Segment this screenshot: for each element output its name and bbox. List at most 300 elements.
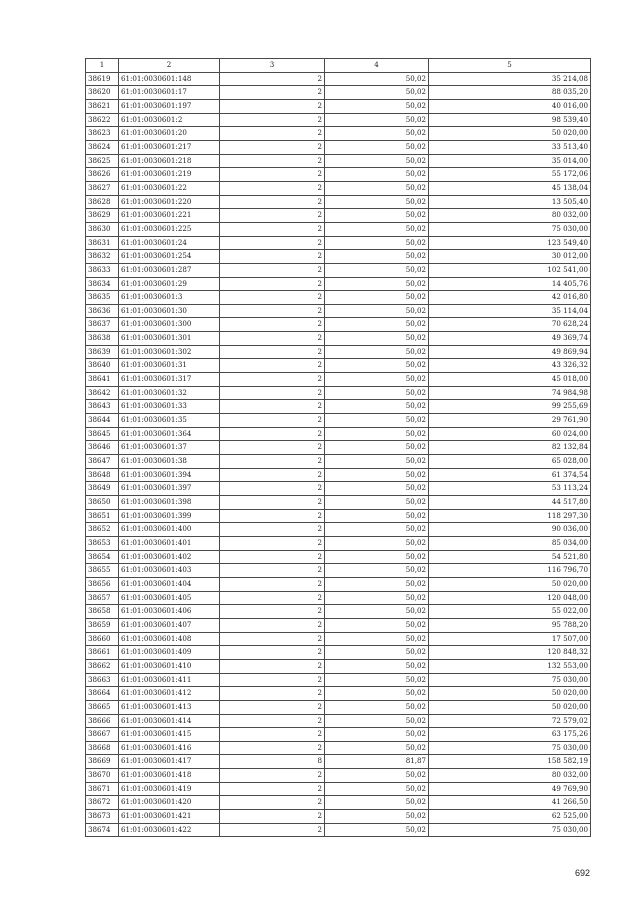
table-row [86, 277, 591, 291]
table-cell: 2 [220, 113, 325, 127]
table-cell: 63 175,26 [429, 728, 591, 742]
table-row [86, 577, 591, 591]
table-cell: 2 [220, 318, 325, 332]
table-cell: 50,02 [325, 536, 429, 550]
table-cell: 50,02 [325, 577, 429, 591]
table-row [86, 482, 591, 496]
table-cell: 38644 [86, 414, 119, 428]
table-row [86, 659, 591, 673]
table-row [86, 618, 591, 632]
table-cell: 2 [220, 332, 325, 346]
table-cell: 38637 [86, 318, 119, 332]
table-row [86, 605, 591, 619]
table-cell: 38666 [86, 714, 119, 728]
table-cell: 38620 [86, 86, 119, 100]
table-cell: 61:01:0030601:33 [119, 400, 220, 414]
table-cell: 2 [220, 728, 325, 742]
table-cell: 50 020,00 [429, 687, 591, 701]
table-row [86, 755, 591, 769]
table-cell: 38638 [86, 332, 119, 346]
table-cell: 38651 [86, 509, 119, 523]
table-cell: 50,02 [325, 195, 429, 209]
table-cell: 61:01:0030601:416 [119, 741, 220, 755]
table-cell: 50,02 [325, 222, 429, 236]
table-row [86, 564, 591, 578]
table-cell: 38622 [86, 113, 119, 127]
table-row [86, 714, 591, 728]
table-cell: 61:01:0030601:20 [119, 127, 220, 141]
table-cell: 38650 [86, 496, 119, 510]
table-cell: 38646 [86, 441, 119, 455]
table-cell: 38643 [86, 400, 119, 414]
table-cell: 61:01:0030601:218 [119, 154, 220, 168]
table-row [86, 250, 591, 264]
table-cell: 2 [220, 373, 325, 387]
table-cell: 44 517,80 [429, 496, 591, 510]
table-cell: 2 [220, 741, 325, 755]
table-row [86, 386, 591, 400]
table-cell: 2 [220, 195, 325, 209]
table-cell: 102 541,00 [429, 263, 591, 277]
table-cell: 2 [220, 659, 325, 673]
table-cell: 50,02 [325, 277, 429, 291]
table-cell: 2 [220, 181, 325, 195]
table-cell: 17 507,00 [429, 632, 591, 646]
table-cell: 38649 [86, 482, 119, 496]
registry-table [85, 58, 591, 837]
table-cell: 8 [220, 755, 325, 769]
table-cell: 50,02 [325, 113, 429, 127]
table-row [86, 728, 591, 742]
table-cell: 38641 [86, 373, 119, 387]
table-row [86, 455, 591, 469]
table-cell: 61:01:0030601:419 [119, 782, 220, 796]
table-cell: 2 [220, 400, 325, 414]
table-row [86, 140, 591, 154]
table-cell: 2 [220, 591, 325, 605]
table-cell: 50,02 [325, 400, 429, 414]
table-cell: 50,02 [325, 769, 429, 783]
table-cell: 50,02 [325, 796, 429, 810]
table-cell: 38619 [86, 72, 119, 86]
table-cell: 61:01:0030601:24 [119, 236, 220, 250]
table-cell: 35 214,08 [429, 72, 591, 86]
table-cell: 2 [220, 468, 325, 482]
table-cell: 75 030,00 [429, 222, 591, 236]
table-cell: 50,02 [325, 673, 429, 687]
table-cell: 38652 [86, 523, 119, 537]
table-row [86, 400, 591, 414]
table-cell: 50,02 [325, 140, 429, 154]
table-row [86, 523, 591, 537]
column-header-2: 2 [119, 59, 220, 73]
table-cell: 62 525,00 [429, 810, 591, 824]
table-cell: 2 [220, 236, 325, 250]
table-cell: 38669 [86, 755, 119, 769]
table-cell: 2 [220, 154, 325, 168]
column-header-4: 4 [325, 59, 429, 73]
table-cell: 50,02 [325, 564, 429, 578]
table-cell: 2 [220, 564, 325, 578]
table-cell: 61:01:0030601:217 [119, 140, 220, 154]
table-cell: 61:01:0030601:32 [119, 386, 220, 400]
table-cell: 61:01:0030601:17 [119, 86, 220, 100]
table-cell: 61:01:0030601:415 [119, 728, 220, 742]
table-cell: 74 984,98 [429, 386, 591, 400]
table-row [86, 86, 591, 100]
table-cell: 50,02 [325, 318, 429, 332]
table-cell: 38635 [86, 291, 119, 305]
table-cell: 2 [220, 359, 325, 373]
table-cell: 50,02 [325, 659, 429, 673]
table-row [86, 632, 591, 646]
table-cell: 2 [220, 769, 325, 783]
table-cell: 38661 [86, 646, 119, 660]
table-cell: 61:01:0030601:420 [119, 796, 220, 810]
table-row [86, 441, 591, 455]
table-cell: 61:01:0030601:413 [119, 700, 220, 714]
table-cell: 61:01:0030601:302 [119, 345, 220, 359]
table-row [86, 304, 591, 318]
table-cell: 61:01:0030601:394 [119, 468, 220, 482]
table-cell: 54 521,80 [429, 550, 591, 564]
table-cell: 35 014,00 [429, 154, 591, 168]
table-row [86, 687, 591, 701]
table-cell: 50,02 [325, 209, 429, 223]
table-cell: 38671 [86, 782, 119, 796]
table-cell: 61:01:0030601:219 [119, 168, 220, 182]
table-cell: 61:01:0030601:405 [119, 591, 220, 605]
table-row [86, 345, 591, 359]
table-cell: 29 761,90 [429, 414, 591, 428]
table-cell: 38657 [86, 591, 119, 605]
table-cell: 33 513,40 [429, 140, 591, 154]
table-row [86, 646, 591, 660]
table-cell: 38642 [86, 386, 119, 400]
table-cell: 50,02 [325, 154, 429, 168]
table-cell: 2 [220, 523, 325, 537]
table-cell: 2 [220, 577, 325, 591]
table-cell: 2 [220, 509, 325, 523]
table-row [86, 782, 591, 796]
table-cell: 61:01:0030601:408 [119, 632, 220, 646]
table-cell: 50,02 [325, 127, 429, 141]
table-row [86, 154, 591, 168]
table-row [86, 810, 591, 824]
table-cell: 38674 [86, 823, 119, 837]
table-row [86, 373, 591, 387]
table-cell: 158 582,19 [429, 755, 591, 769]
table-cell: 55 172,06 [429, 168, 591, 182]
table-cell: 61:01:0030601:403 [119, 564, 220, 578]
table-cell: 61:01:0030601:3 [119, 291, 220, 305]
table-cell: 61:01:0030601:221 [119, 209, 220, 223]
table-cell: 50 020,00 [429, 127, 591, 141]
table-cell: 38668 [86, 741, 119, 755]
table-cell: 50,02 [325, 99, 429, 113]
table-cell: 2 [220, 796, 325, 810]
table-cell: 50,02 [325, 291, 429, 305]
table-cell: 61:01:0030601:404 [119, 577, 220, 591]
table-cell: 38656 [86, 577, 119, 591]
table-cell: 50,02 [325, 304, 429, 318]
table-cell: 50,02 [325, 386, 429, 400]
table-cell: 75 030,00 [429, 741, 591, 755]
table-cell: 61:01:0030601:364 [119, 427, 220, 441]
table-cell: 2 [220, 482, 325, 496]
table-cell: 61:01:0030601:406 [119, 605, 220, 619]
table-cell: 50,02 [325, 687, 429, 701]
table-cell: 38627 [86, 181, 119, 195]
table-cell: 55 022,00 [429, 605, 591, 619]
table-cell: 61 374,54 [429, 468, 591, 482]
table-cell: 50,02 [325, 168, 429, 182]
table-cell: 49 769,90 [429, 782, 591, 796]
table-row [86, 222, 591, 236]
table-cell: 2 [220, 441, 325, 455]
table-cell: 88 035,20 [429, 86, 591, 100]
table-cell: 38645 [86, 427, 119, 441]
table-row [86, 332, 591, 346]
table-cell: 50,02 [325, 250, 429, 264]
table-cell: 85 034,00 [429, 536, 591, 550]
table-cell: 61:01:0030601:35 [119, 414, 220, 428]
table-cell: 38632 [86, 250, 119, 264]
table-cell: 2 [220, 86, 325, 100]
table-row [86, 181, 591, 195]
table-cell: 14 405,76 [429, 277, 591, 291]
table-cell: 75 030,00 [429, 673, 591, 687]
table-cell: 2 [220, 618, 325, 632]
table-cell: 61:01:0030601:148 [119, 72, 220, 86]
table-cell: 50,02 [325, 728, 429, 742]
table-row [86, 113, 591, 127]
table-row [86, 168, 591, 182]
table-row [86, 359, 591, 373]
table-cell: 38653 [86, 536, 119, 550]
table-cell: 132 553,00 [429, 659, 591, 673]
table-row [86, 700, 591, 714]
table-row [86, 291, 591, 305]
table-cell: 50,02 [325, 86, 429, 100]
table-cell: 90 036,00 [429, 523, 591, 537]
table-cell: 2 [220, 427, 325, 441]
table-cell: 2 [220, 222, 325, 236]
table-cell: 98 539,40 [429, 113, 591, 127]
table-cell: 50,02 [325, 345, 429, 359]
table-cell: 38670 [86, 769, 119, 783]
table-cell: 61:01:0030601:397 [119, 482, 220, 496]
table-cell: 61:01:0030601:401 [119, 536, 220, 550]
table-cell: 2 [220, 550, 325, 564]
table-cell: 2 [220, 140, 325, 154]
table-cell: 38640 [86, 359, 119, 373]
table-cell: 50,02 [325, 591, 429, 605]
table-cell: 70 628,24 [429, 318, 591, 332]
table-cell: 38665 [86, 700, 119, 714]
table-row [86, 427, 591, 441]
table-cell: 38625 [86, 154, 119, 168]
table-cell: 50,02 [325, 523, 429, 537]
table-cell: 38636 [86, 304, 119, 318]
table-cell: 61:01:0030601:411 [119, 673, 220, 687]
table-cell: 2 [220, 304, 325, 318]
table-cell: 2 [220, 263, 325, 277]
table-cell: 42 016,80 [429, 291, 591, 305]
table-cell: 50,02 [325, 373, 429, 387]
table-cell: 50,02 [325, 782, 429, 796]
table-cell: 75 030,00 [429, 823, 591, 837]
table-cell: 61:01:0030601:421 [119, 810, 220, 824]
table-row [86, 414, 591, 428]
table-cell: 118 297,30 [429, 509, 591, 523]
table-cell: 65 028,00 [429, 455, 591, 469]
table-cell: 2 [220, 536, 325, 550]
table-cell: 2 [220, 345, 325, 359]
table-cell: 2 [220, 277, 325, 291]
table-cell: 38659 [86, 618, 119, 632]
table-cell: 43 326,32 [429, 359, 591, 373]
table-cell: 2 [220, 823, 325, 837]
table-cell: 61:01:0030601:300 [119, 318, 220, 332]
table-cell: 61:01:0030601:400 [119, 523, 220, 537]
table-cell: 2 [220, 250, 325, 264]
table-row [86, 509, 591, 523]
table-cell: 50,02 [325, 496, 429, 510]
table-cell: 61:01:0030601:220 [119, 195, 220, 209]
table-cell: 61:01:0030601:398 [119, 496, 220, 510]
table-cell: 61:01:0030601:37 [119, 441, 220, 455]
table-cell: 81,87 [325, 755, 429, 769]
table-cell: 38660 [86, 632, 119, 646]
table-cell: 120 848,32 [429, 646, 591, 660]
table-cell: 38662 [86, 659, 119, 673]
table-cell: 38673 [86, 810, 119, 824]
table-cell: 61:01:0030601:197 [119, 99, 220, 113]
table-cell: 50,02 [325, 700, 429, 714]
table-row [86, 496, 591, 510]
table-cell: 2 [220, 209, 325, 223]
table-cell: 2 [220, 455, 325, 469]
table-cell: 38672 [86, 796, 119, 810]
table-cell: 2 [220, 496, 325, 510]
table-header-row [86, 59, 591, 73]
table-cell: 120 048,00 [429, 591, 591, 605]
table-cell: 61:01:0030601:29 [119, 277, 220, 291]
table-cell: 50,02 [325, 550, 429, 564]
table-cell: 50 020,00 [429, 700, 591, 714]
table-cell: 50,02 [325, 482, 429, 496]
table-cell: 2 [220, 700, 325, 714]
table-row [86, 591, 591, 605]
table-cell: 50,02 [325, 332, 429, 346]
table-cell: 38621 [86, 99, 119, 113]
table-cell: 49 369,74 [429, 332, 591, 346]
table-cell: 50,02 [325, 823, 429, 837]
table-cell: 61:01:0030601:414 [119, 714, 220, 728]
table-cell: 38631 [86, 236, 119, 250]
table-cell: 38664 [86, 687, 119, 701]
table-cell: 61:01:0030601:422 [119, 823, 220, 837]
table-cell: 61:01:0030601:254 [119, 250, 220, 264]
table-cell: 38628 [86, 195, 119, 209]
table-cell: 49 869,94 [429, 345, 591, 359]
table-cell: 61:01:0030601:417 [119, 755, 220, 769]
table-cell: 53 113,24 [429, 482, 591, 496]
table-cell: 50,02 [325, 618, 429, 632]
table-row [86, 796, 591, 810]
table-cell: 2 [220, 632, 325, 646]
table-cell: 38663 [86, 673, 119, 687]
table-cell: 61:01:0030601:412 [119, 687, 220, 701]
table-cell: 116 796,70 [429, 564, 591, 578]
table-cell: 72 579,02 [429, 714, 591, 728]
table-cell: 60 024,00 [429, 427, 591, 441]
table-cell: 38623 [86, 127, 119, 141]
table-cell: 2 [220, 714, 325, 728]
table-cell: 35 114,04 [429, 304, 591, 318]
table-cell: 61:01:0030601:407 [119, 618, 220, 632]
table-cell: 2 [220, 810, 325, 824]
table-cell: 61:01:0030601:418 [119, 769, 220, 783]
table-cell: 2 [220, 72, 325, 86]
table-cell: 50,02 [325, 605, 429, 619]
table-cell: 61:01:0030601:399 [119, 509, 220, 523]
table-cell: 50,02 [325, 714, 429, 728]
table-cell: 61:01:0030601:287 [119, 263, 220, 277]
table-cell: 50,02 [325, 441, 429, 455]
table-cell: 38630 [86, 222, 119, 236]
table-cell: 13 505,40 [429, 195, 591, 209]
table-cell: 38624 [86, 140, 119, 154]
table-cell: 80 032,00 [429, 769, 591, 783]
table-row [86, 263, 591, 277]
table-row [86, 209, 591, 223]
table-cell: 38647 [86, 455, 119, 469]
table-cell: 123 549,40 [429, 236, 591, 250]
table-cell: 82 132,84 [429, 441, 591, 455]
table-cell: 50,02 [325, 632, 429, 646]
table-cell: 61:01:0030601:22 [119, 181, 220, 195]
table-cell: 80 032,00 [429, 209, 591, 223]
table-cell: 61:01:0030601:301 [119, 332, 220, 346]
table-row [86, 195, 591, 209]
table-cell: 61:01:0030601:410 [119, 659, 220, 673]
table-cell: 50,02 [325, 509, 429, 523]
table-cell: 61:01:0030601:31 [119, 359, 220, 373]
table-row [86, 550, 591, 564]
table-cell: 61:01:0030601:225 [119, 222, 220, 236]
table-cell: 2 [220, 687, 325, 701]
table-cell: 45 018,00 [429, 373, 591, 387]
table-cell: 38655 [86, 564, 119, 578]
table-cell: 2 [220, 646, 325, 660]
table-cell: 61:01:0030601:317 [119, 373, 220, 387]
table-row [86, 318, 591, 332]
table-cell: 2 [220, 291, 325, 305]
table-row [86, 99, 591, 113]
table-cell: 2 [220, 414, 325, 428]
table-cell: 61:01:0030601:402 [119, 550, 220, 564]
table-cell: 50,02 [325, 646, 429, 660]
table-row [86, 536, 591, 550]
table-cell: 38648 [86, 468, 119, 482]
table-cell: 61:01:0030601:30 [119, 304, 220, 318]
column-header-3: 3 [220, 59, 325, 73]
table-cell: 2 [220, 782, 325, 796]
column-header-5: 5 [429, 59, 591, 73]
table-row [86, 741, 591, 755]
